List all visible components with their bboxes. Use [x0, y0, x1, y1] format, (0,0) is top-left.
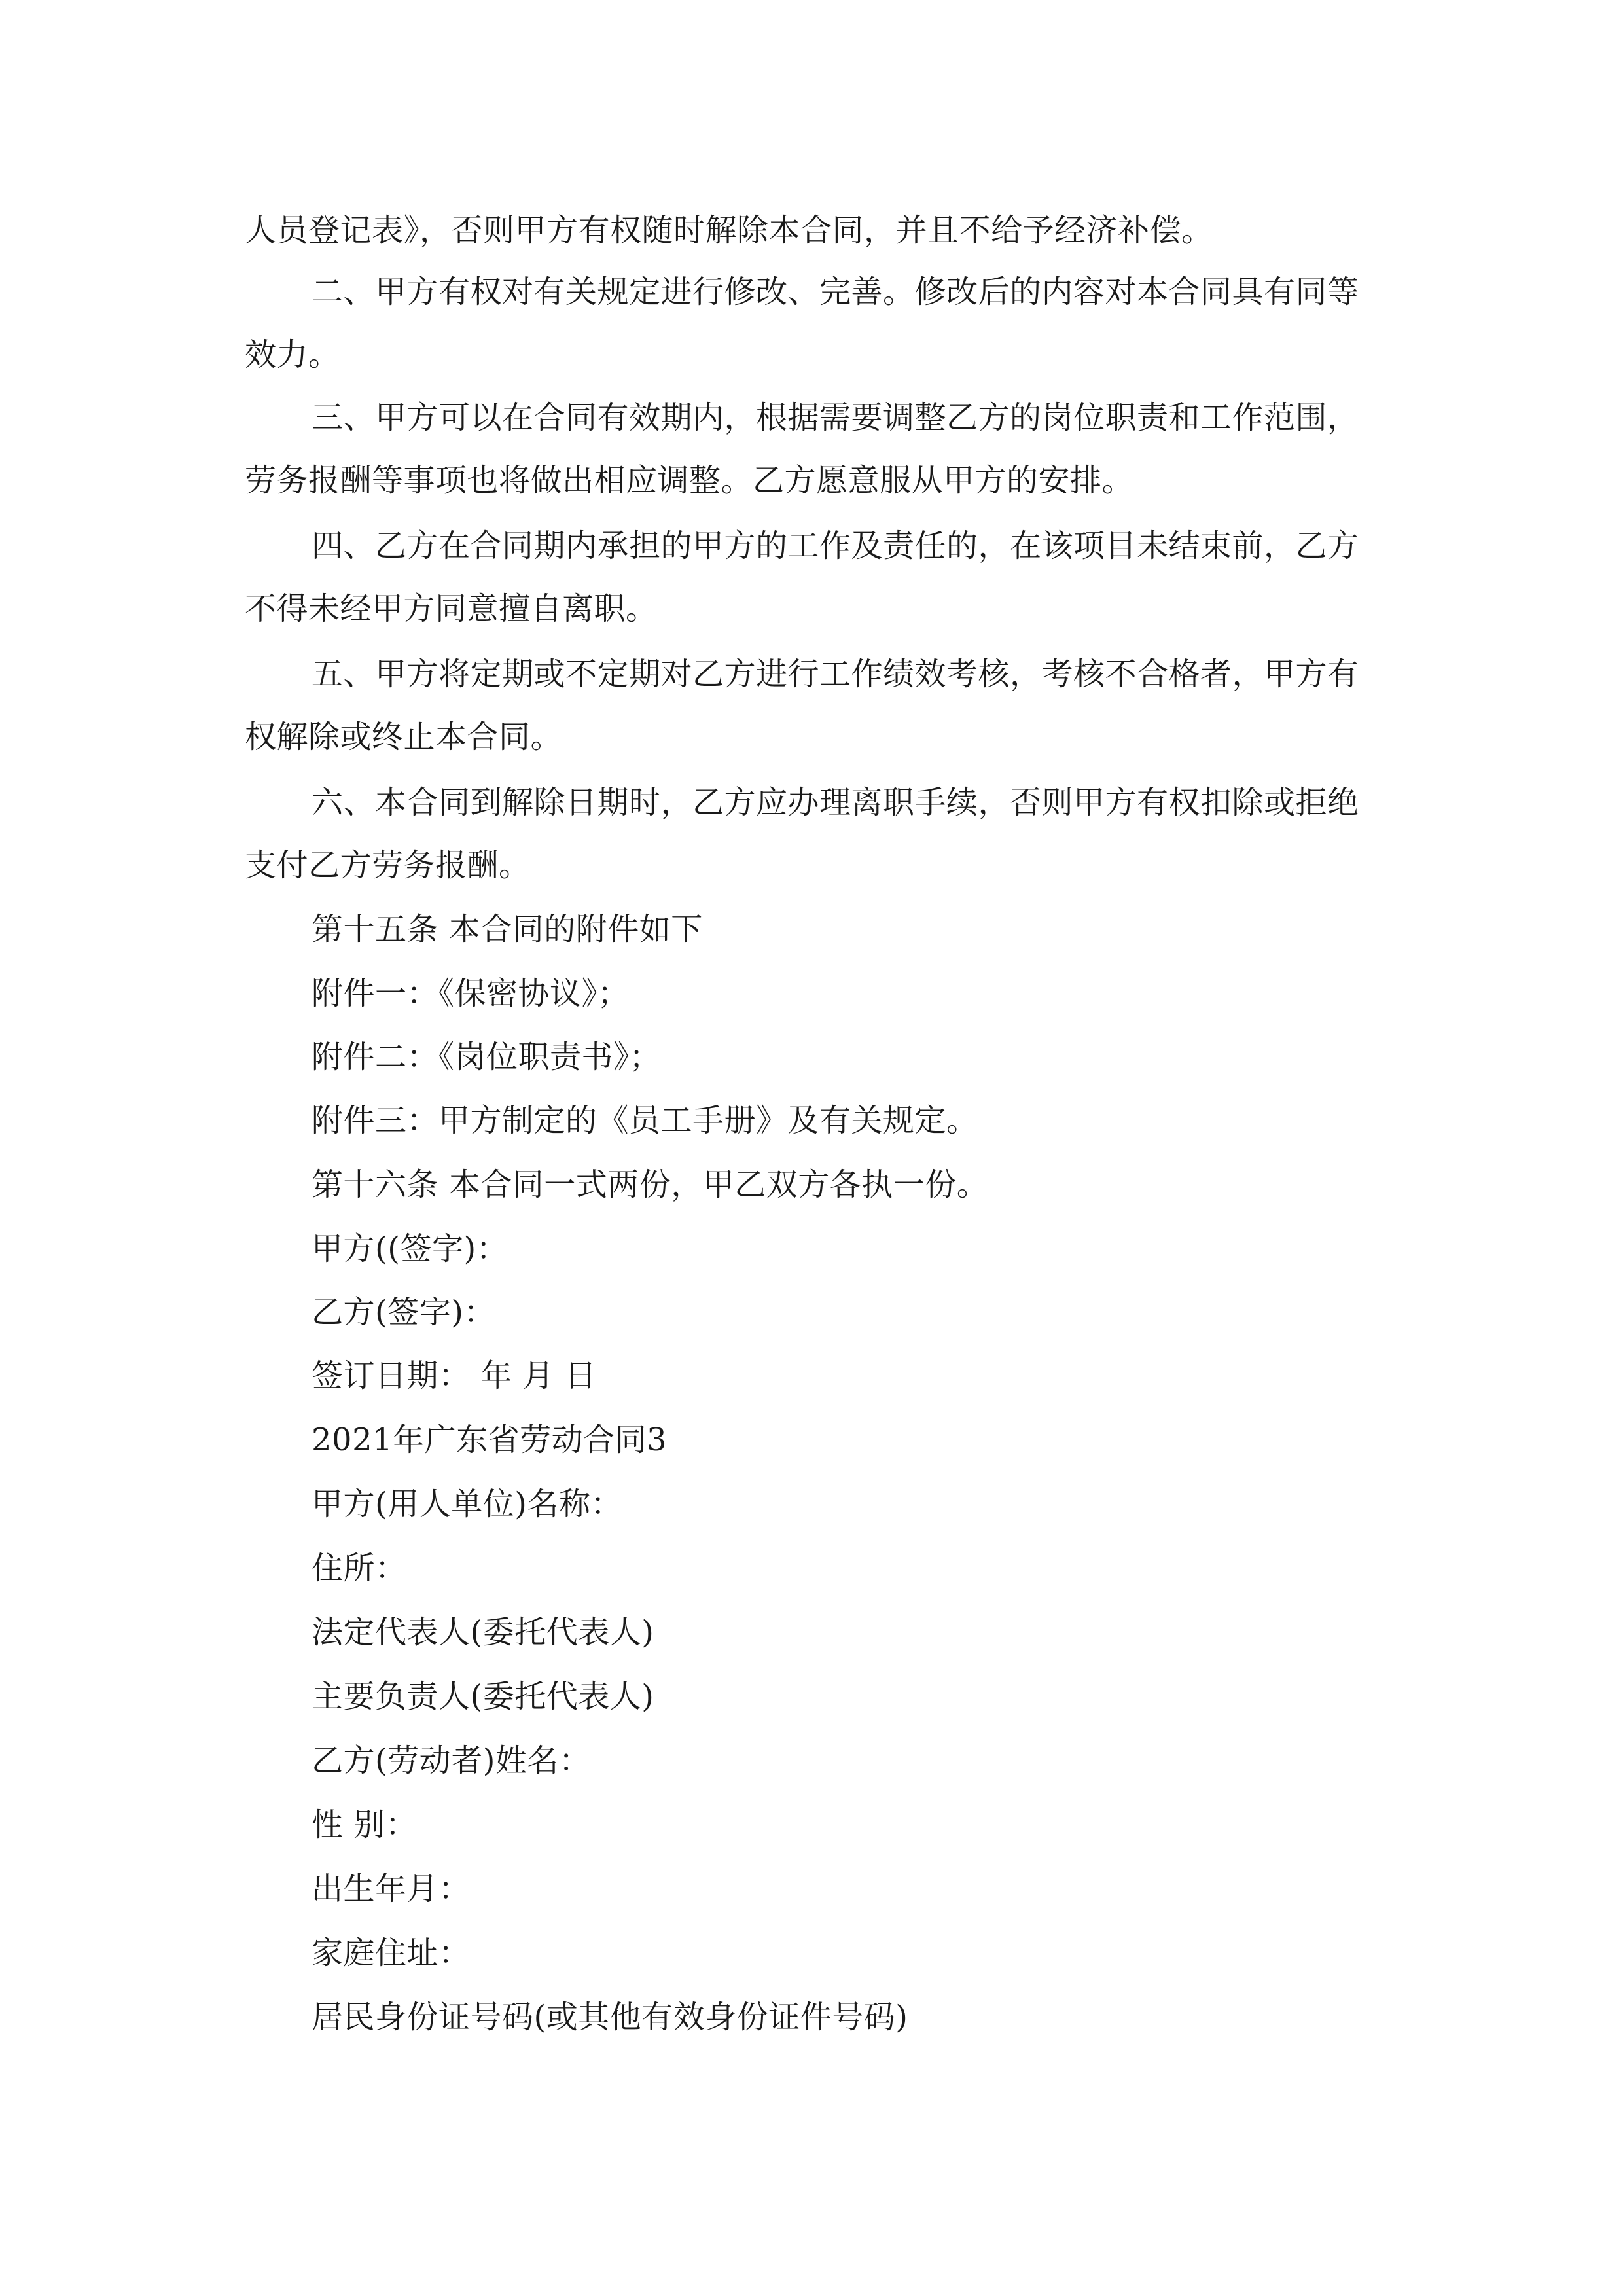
clause-six-line: 六、本合同到解除日期时，乙方应办理离职手续，否则甲方有权扣除或拒绝 — [312, 784, 1359, 821]
attachment-three: 附件三：甲方制定的《员工手册》及有关规定。 — [312, 1102, 978, 1139]
clause-five-line: 五、甲方将定期或不定期对乙方进行工作绩效考核，考核不合格者，甲方有 — [312, 656, 1359, 692]
clause-two-line: 二、甲方有权对有关规定进行修改、完善。修改后的内容对本合同具有同等 — [312, 274, 1359, 310]
article-sixteen: 第十六条 本合同一式两份，甲乙双方各执一份。 — [312, 1166, 989, 1203]
party-a-signature: 甲方((签字)： — [312, 1230, 508, 1267]
paragraph-line: 支付乙方劳务报酬。 — [245, 847, 531, 884]
paragraph-line: 效力。 — [245, 336, 340, 373]
home-address-field: 家庭住址： — [312, 1935, 471, 1971]
legal-representative-field: 法定代表人(委托代表人) — [312, 1614, 654, 1651]
gender-field: 性 别： — [312, 1806, 418, 1843]
clause-four-line: 四、乙方在合同期内承担的甲方的工作及责任的，在该项目未结束前，乙方 — [312, 528, 1359, 564]
principal-field: 主要负责人(委托代表人) — [312, 1678, 654, 1715]
birth-date-field: 出生年月： — [312, 1871, 471, 1907]
paragraph-line: 劳务报酬等事项也将做出相应调整。乙方愿意服从甲方的安排。 — [245, 462, 1134, 499]
paragraph-line: 不得未经甲方同意擅自离职。 — [245, 590, 658, 627]
signing-date: 签订日期： 年 月 日 — [312, 1357, 597, 1394]
paragraph-line: 权解除或终止本合同。 — [245, 719, 563, 755]
address-field: 住所： — [312, 1550, 407, 1587]
id-number-field: 居民身份证号码(或其他有效身份证件号码) — [312, 1999, 908, 2036]
paragraph-line: 人员登记表》，否则甲方有权随时解除本合同，并且不给予经济补偿。 — [245, 212, 1213, 249]
article-fifteen-heading: 第十五条 本合同的附件如下 — [312, 911, 703, 948]
attachment-two: 附件二：《岗位职责书》； — [312, 1039, 662, 1075]
contract-title: 2021年广东省劳动合同3 — [312, 1422, 668, 1458]
party-b-signature: 乙方(签字)： — [312, 1294, 495, 1331]
employee-name-field: 乙方(劳动者)姓名： — [312, 1742, 591, 1779]
clause-three-line: 三、甲方可以在合同有效期内，根据需要调整乙方的岗位职责和工作范围， — [312, 399, 1359, 436]
attachment-one: 附件一：《保密协议》； — [312, 975, 630, 1012]
employer-name-field: 甲方(用人单位)名称： — [312, 1486, 622, 1522]
